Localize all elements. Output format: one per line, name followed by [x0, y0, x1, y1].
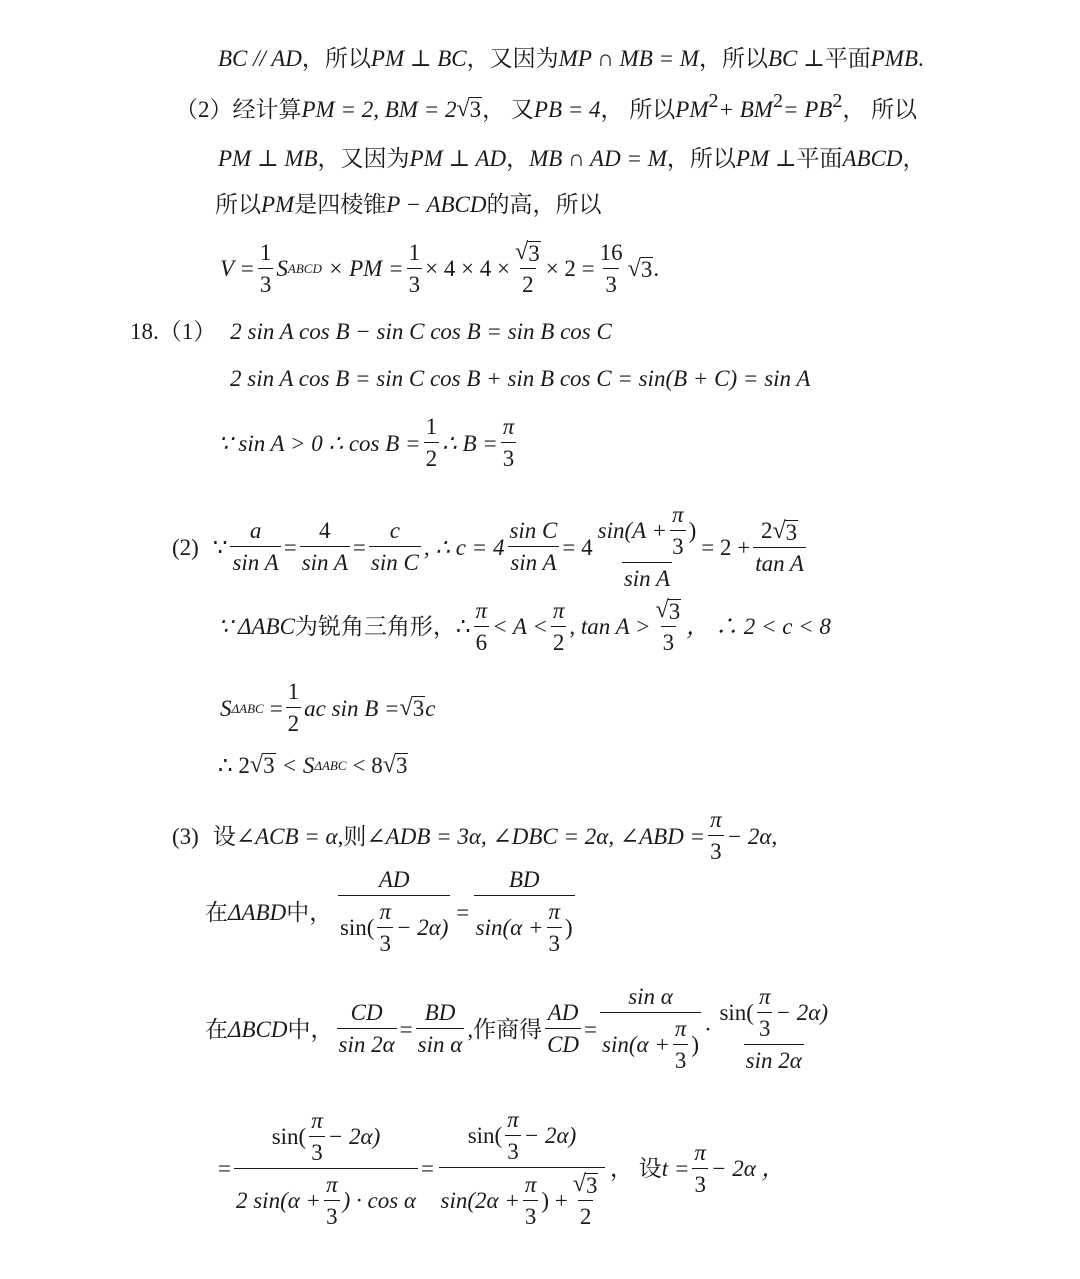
fraction	[501, 415, 517, 471]
fraction-numerator	[571, 1172, 601, 1200]
p17-l2-e: PB = 4	[533, 96, 601, 122]
p17-l3-b: ，又因为	[317, 146, 410, 171]
fraction-denominator	[474, 895, 575, 956]
fraction	[407, 241, 423, 297]
q18-l4-n4: sin C	[509, 518, 558, 544]
q18-l10-a: 在	[205, 1016, 228, 1042]
q18-l1-b: 2 sin A cos B − sin C cos B = sin B cos C	[230, 319, 612, 344]
q18-l5-a: ∵ ΔABC	[218, 614, 295, 640]
q18-l10-d4c: 3	[673, 1044, 689, 1073]
q18-l10-d1: sin 2α	[337, 1028, 397, 1057]
p17-l2-k: = PB	[782, 96, 833, 122]
p17-l3-d: ，	[506, 146, 530, 171]
q18-l5-g: ， ∴ 2 < c < 8	[686, 614, 831, 640]
q18-l4-c: =	[283, 534, 297, 560]
fraction	[600, 985, 701, 1073]
fraction	[670, 503, 686, 559]
q18-l5-e: < A <	[492, 614, 548, 640]
q18-l11-n1b: π	[311, 1107, 323, 1133]
p17-l1-a: BC // AD	[218, 46, 302, 71]
q18-l4-n2: 4	[319, 518, 331, 544]
q18-l10-n4: sin α	[628, 984, 673, 1009]
q18-l11-c: ， 设	[610, 1156, 662, 1182]
sqrt: √ 3	[572, 1171, 598, 1199]
q18-l4-h: = 2 +	[701, 534, 751, 560]
q18-l4-n1: a	[249, 518, 262, 544]
p17-l5-d3: 2	[520, 268, 536, 297]
p17-l5-d2: 3	[407, 268, 423, 297]
p17-l3-c: PM ⊥ AD	[409, 146, 507, 171]
q18-l4-a: (2)	[172, 534, 199, 560]
p17-line-5	[220, 240, 659, 297]
fraction	[551, 599, 567, 655]
q18-l10-d4a: sin(α +	[602, 1032, 670, 1058]
q18-l3-n1: 1	[425, 414, 438, 439]
q18-l10-h: ·	[704, 1016, 712, 1042]
q18-l4-e: =	[352, 534, 366, 560]
q18-l4-n3: c	[389, 518, 400, 544]
fraction	[472, 868, 576, 956]
q18-l3-a: ∵ sin A > 0 ∴ cos B =	[218, 430, 421, 456]
q18-l11-n2b: π	[507, 1107, 519, 1132]
fraction	[571, 1172, 601, 1229]
fraction-denominator	[234, 1168, 418, 1229]
q18-line-9	[205, 868, 579, 956]
fraction	[337, 1001, 397, 1057]
p17-l2-c: 3	[469, 97, 482, 122]
q18-l5-n2: π	[552, 597, 565, 623]
p17-l2-b: PM = 2, BM = 2	[301, 96, 457, 122]
q18-l7-r2: 3	[395, 753, 408, 778]
p17-l1-c: PM ⊥ BC	[370, 46, 467, 71]
q18-l11-d2b: π	[524, 1171, 537, 1197]
p17-l2-d: ， 又	[482, 96, 534, 122]
p17-l1-b: ，所以	[301, 46, 371, 71]
q18-l5-d3: 3	[661, 626, 677, 655]
q18-l6-f: c	[425, 695, 436, 721]
fraction	[673, 1017, 689, 1073]
q18-l11-d1c: 3	[324, 1200, 340, 1229]
sqrt: √ 3	[456, 96, 482, 122]
p17-l5-g: .	[653, 256, 660, 282]
p17-l1-j: .	[918, 46, 924, 71]
p17-line-4	[215, 193, 602, 216]
q18-l1-a: 18.（1）	[130, 319, 217, 344]
p17-l5-c: ABCD	[287, 261, 322, 277]
q18-l9-d1d: − 2α)	[395, 915, 449, 941]
fraction	[335, 868, 453, 956]
q18-l10-g: =	[584, 1016, 598, 1042]
p17-l5-d: × PM =	[327, 256, 404, 282]
fraction	[757, 985, 773, 1041]
q18-line-5	[218, 598, 831, 655]
q18-line-7	[218, 753, 408, 777]
q18-l7-a: ∴ 2	[218, 752, 250, 778]
fraction	[369, 519, 421, 575]
q18-l7-d: < 8	[352, 752, 383, 778]
q18-l10-n3: AD	[547, 1000, 579, 1026]
q18-l6-d1: 2	[286, 707, 302, 736]
q18-l11-d2e: 2	[578, 1200, 594, 1229]
p17-l2-m: ， 所以	[842, 96, 918, 122]
sqrt: √ 3	[399, 695, 425, 722]
q18-l9-d2b: π	[548, 899, 561, 925]
fraction-numerator	[513, 240, 543, 268]
p17-l2-l: 2	[832, 90, 843, 112]
p17-l1-d: ，又因为	[466, 46, 559, 71]
q18-l9-d1a: sin(	[339, 915, 375, 941]
q18-l11-n1c: 3	[309, 1136, 325, 1165]
q18-line-4	[172, 503, 809, 591]
p17-l3-f: ，所以	[666, 146, 736, 171]
fraction-numerator	[654, 598, 684, 626]
q18-l9-d2d: )	[565, 915, 573, 941]
q18-l9-d1b: π	[379, 899, 391, 925]
q18-l3-d1: 2	[424, 442, 440, 471]
q18-l5-c: ∴	[455, 614, 471, 640]
q18-l5-f: , tan A >	[569, 614, 651, 640]
q18-l11-n3: π	[694, 1139, 706, 1165]
fraction	[505, 1108, 521, 1164]
q18-l4-d5: sin A	[622, 562, 672, 591]
p17-l4-c: 是四棱锥	[294, 192, 387, 217]
q18-l8-d1: 3	[708, 835, 724, 864]
q18-l8-a: (3)	[172, 823, 199, 849]
q18-line-3	[218, 415, 519, 471]
q18-l10-f: ,作商得	[467, 1016, 543, 1042]
q18-l8-f: − 2α,	[726, 823, 778, 849]
q18-l11-n2a: sin(	[467, 1123, 503, 1149]
q18-line-11	[218, 1108, 785, 1230]
q18-l6-e: ac sin B =	[304, 695, 400, 721]
fraction	[258, 241, 274, 297]
fraction	[753, 519, 806, 576]
q18-l10-n5a: sin(	[719, 1000, 754, 1026]
fraction-denominator	[439, 1167, 606, 1229]
q18-l5-n3: 3	[668, 599, 681, 625]
q18-l10-b: ΔBCD	[228, 1016, 288, 1042]
q18-l11-d1a: 2 sin(α +	[235, 1187, 322, 1213]
q18-line-10	[205, 985, 836, 1073]
fraction	[474, 599, 490, 655]
q18-l11-a: =	[218, 1156, 231, 1182]
q18-l10-d5: sin 2α	[744, 1044, 804, 1073]
q18-l6-r: 3	[412, 696, 425, 722]
p17-l5-n4: 16	[599, 239, 623, 265]
q18-l8-d: ,则	[337, 823, 367, 849]
fraction	[437, 1108, 607, 1230]
p17-l2-h: 2	[708, 90, 719, 112]
fraction-numerator	[759, 519, 800, 547]
q18-l11-d1b: π	[326, 1171, 338, 1197]
p17-l2-a: （2）经计算	[175, 96, 302, 122]
fraction	[715, 985, 833, 1073]
q18-l11-d2r: 3	[585, 1173, 598, 1199]
q18-l2-a: 2 sin A cos B = sin C cos B + sin B cos C = sin(B + C) = sin A	[230, 366, 811, 391]
q18-l7-b: < S	[281, 752, 315, 778]
p17-line-1	[218, 47, 924, 70]
p17-line-3	[218, 147, 926, 170]
q18-l8-n1: π	[710, 807, 722, 832]
q18-l11-d: t =	[661, 1156, 690, 1182]
q18-l4-d4: sin A	[508, 546, 558, 575]
p17-l5-n2: 1	[408, 239, 421, 265]
fraction-numerator	[466, 1108, 579, 1167]
p17-l1-h: 平面	[824, 46, 871, 71]
q18-l4-n6b: 3	[785, 519, 798, 545]
q18-l4-d6: tan A	[753, 547, 806, 576]
q18-l11-n1d: − 2α)	[327, 1123, 381, 1149]
p17-l5-e: × 4 × 4 ×	[425, 256, 511, 282]
p17-l2-f: ， 所以	[600, 96, 676, 122]
p17-l5-r2: 3	[640, 256, 653, 282]
q18-l4-d2: sin A	[300, 546, 350, 575]
q18-l10-n2: BD	[424, 1000, 456, 1026]
fraction	[523, 1173, 539, 1229]
q18-line-8	[172, 808, 777, 864]
q18-l6-b: ΔABC	[231, 700, 264, 716]
sqrt: √ 3	[249, 752, 275, 778]
p17-l4-e: 的高，所以	[486, 192, 602, 217]
q18-l11-b: =	[421, 1156, 434, 1182]
q18-l8-e: ∠ADB = 3α, ∠DBC = 2α, ∠ABD =	[366, 823, 706, 849]
q18-l10-e: =	[399, 1016, 413, 1042]
fraction	[513, 240, 543, 297]
p17-l1-e: MP ∩ MB = M	[558, 46, 699, 71]
p17-l3-h: 平面	[796, 146, 843, 171]
fraction	[230, 519, 280, 575]
fraction	[300, 519, 350, 575]
q18-l11-e: − 2α ，	[710, 1156, 785, 1182]
q18-l5-d1: 6	[474, 626, 490, 655]
sqrt: √ 3	[772, 517, 798, 545]
fraction	[596, 503, 699, 591]
sqrt: √ 3	[627, 255, 653, 282]
q18-line-2	[230, 367, 810, 390]
q18-line-6	[220, 680, 435, 736]
p17-l5-b: S	[276, 256, 288, 282]
q18-l11-d1d: ) · cos α	[342, 1187, 417, 1213]
p17-l5-n1: 1	[259, 239, 272, 265]
q18-l11-n2c: 3	[505, 1135, 521, 1164]
fraction	[598, 241, 625, 297]
p17-l5-d1: 3	[258, 268, 274, 297]
q18-l3-d2: 3	[501, 442, 517, 471]
p17-line-2	[175, 90, 918, 122]
p17-l3-e: MB ∩ AD = M	[529, 146, 667, 171]
q18-l6-n1: 1	[287, 679, 300, 704]
q18-l9-d1c: 3	[377, 927, 393, 956]
q18-l10-n5b: π	[758, 984, 771, 1009]
q18-l11-n1a: sin(	[271, 1123, 307, 1149]
q18-l9-d2c: 3	[547, 927, 563, 956]
q18-l4-f: , ∴ c = 4	[423, 534, 505, 560]
p17-l2-j: 2	[772, 90, 783, 112]
fraction-denominator	[338, 895, 451, 956]
q18-l3-b: ∴ B =	[442, 430, 498, 456]
p17-l3-i: ABCD	[842, 146, 903, 171]
fraction	[424, 415, 440, 471]
q18-l9-d2a: sin(α +	[475, 915, 544, 941]
sqrt: √ 3	[382, 752, 408, 778]
q18-l11-d2d: ) +	[541, 1187, 568, 1213]
q18-l10-d4b: π	[674, 1016, 687, 1042]
p17-l3-j: ，	[902, 146, 926, 171]
q18-l4-n5c: 3	[670, 530, 686, 559]
q18-l10-c: 中，	[287, 1016, 334, 1042]
p17-l4-b: PM	[261, 192, 295, 217]
q18-line-1	[130, 320, 612, 343]
p17-l5-f: × 2 =	[545, 256, 595, 282]
p17-l5-d4: 3	[603, 268, 619, 297]
q18-l11-d2a: sin(2α +	[440, 1187, 520, 1213]
fraction	[309, 1109, 325, 1165]
fraction	[547, 900, 563, 956]
fraction	[234, 1109, 418, 1230]
q18-l4-n6a: 2	[761, 517, 773, 543]
q18-l10-n1: CD	[350, 1000, 383, 1026]
q18-l8-b: 设	[212, 823, 236, 849]
q18-l4-n5d: )	[688, 518, 697, 544]
p17-l1-i: PMB	[870, 46, 918, 71]
fraction-numerator	[270, 1109, 383, 1168]
q18-l8-c: ∠ACB = α	[235, 823, 338, 849]
q18-l6-a: S	[220, 695, 232, 721]
p17-l4-d: P − ABCD	[386, 192, 487, 217]
fraction	[692, 1141, 708, 1197]
fraction	[324, 1173, 340, 1229]
q18-l10-n5c: 3	[757, 1012, 773, 1041]
fraction	[708, 808, 724, 864]
q18-l9-b: ΔABD	[228, 899, 287, 925]
q18-l5-b: 为锐角三角形，	[294, 614, 456, 640]
q18-l10-n5d: − 2α)	[775, 1000, 828, 1026]
q18-l10-d2: sin α	[416, 1028, 465, 1057]
p17-l2-g: PM	[675, 96, 709, 122]
q18-l4-b: ∵	[212, 534, 228, 560]
q18-l7-r1: 3	[263, 753, 275, 778]
p17-l2-i: + BM	[718, 96, 773, 122]
fraction-numerator	[717, 985, 830, 1044]
p17-l5-a: V =	[220, 256, 255, 282]
q18-l4-d1: sin A	[230, 546, 280, 575]
p17-l1-f: ，所以	[698, 46, 768, 71]
fraction-denominator	[600, 1012, 701, 1073]
p17-l5-r1: 3	[528, 241, 540, 267]
q18-l6-c: =	[269, 695, 283, 721]
q18-l11-d2c: 3	[523, 1200, 539, 1229]
q18-l9-e: =	[456, 899, 470, 925]
q18-l3-n2: π	[502, 414, 515, 439]
sqrt: √ 3	[655, 597, 681, 625]
fraction	[377, 900, 393, 956]
fraction	[545, 1001, 581, 1057]
q18-l4-g: = 4	[562, 534, 593, 560]
q18-l9-n2: BD	[508, 867, 540, 892]
q18-l4-n5b: π	[672, 502, 684, 527]
p17-l3-g: PM ⊥	[735, 146, 797, 171]
p17-l3-a: PM ⊥ MB	[218, 146, 318, 171]
fraction	[286, 680, 302, 736]
q18-l5-d2: 2	[551, 626, 567, 655]
q18-l11-n2d: − 2α)	[523, 1123, 577, 1149]
q18-l7-c: ΔABC	[314, 757, 347, 773]
q18-l4-d3: sin C	[369, 546, 421, 575]
p17-l1-g: BC ⊥	[767, 46, 825, 71]
q18-l10-d3: CD	[545, 1028, 581, 1057]
q18-l5-n1: π	[475, 597, 488, 623]
fraction	[507, 519, 559, 575]
q18-l9-n1: AD	[378, 867, 410, 892]
q18-l9-c: 中，	[286, 899, 333, 925]
q18-l4-n5a: sin(A +	[597, 518, 668, 544]
fraction	[654, 598, 684, 655]
q18-l11-d3: 3	[692, 1168, 708, 1197]
fraction	[416, 1001, 465, 1057]
p17-l4-a: 所以	[215, 192, 261, 217]
fraction-numerator	[596, 503, 699, 562]
q18-l9-a: 在	[205, 899, 228, 925]
sqrt: √ 3	[515, 239, 540, 267]
q18-l10-d4d: )	[691, 1032, 700, 1058]
